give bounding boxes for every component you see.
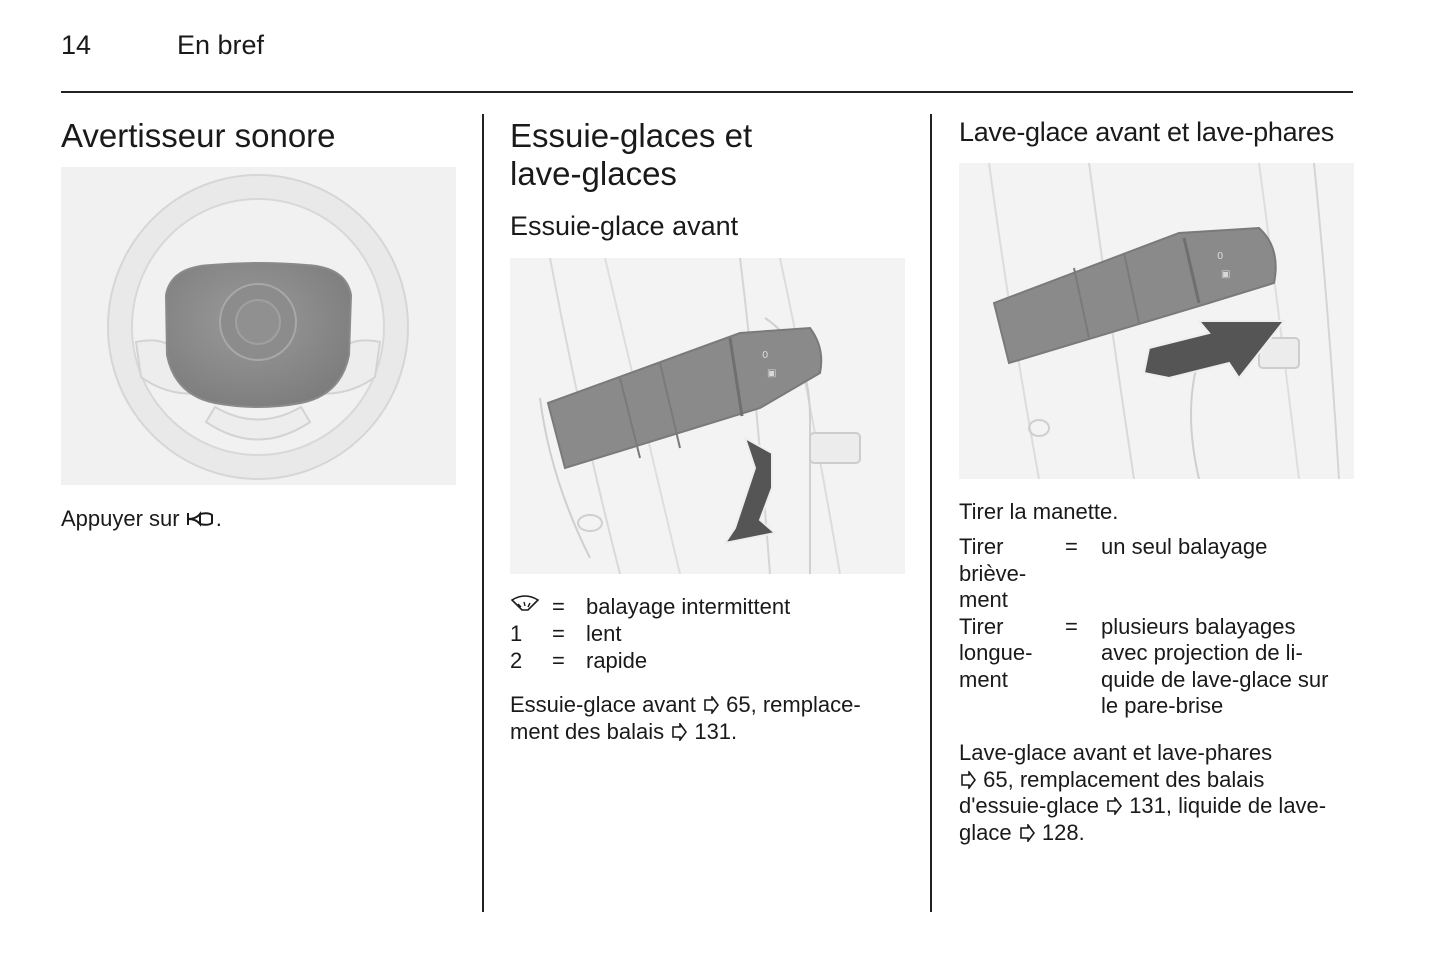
wiper-stalk-illustration xyxy=(510,258,905,574)
washer-heading: Lave-glace avant et lave-phares xyxy=(959,117,1334,147)
legend-row: 2 = rapide xyxy=(510,648,648,673)
page-reference[interactable]: 131 xyxy=(1129,793,1166,818)
legend-row: = balayage intermittent xyxy=(510,593,790,620)
svg-text:0: 0 xyxy=(762,350,769,361)
definition-row: Tirer brièvе- ment = un seul balayage xyxy=(959,534,1268,612)
wiper-stalk-down-icon xyxy=(510,258,905,574)
wiper-legend xyxy=(510,593,790,674)
washer-stalk-illustration xyxy=(959,163,1354,479)
column-divider-2 xyxy=(930,114,932,912)
intermittent-wiper-icon xyxy=(510,594,540,614)
legend-row: 1 = lent xyxy=(510,621,622,646)
horn-icon xyxy=(186,510,216,528)
page-reference-arrow-icon xyxy=(1018,824,1036,842)
page-reference-arrow-icon xyxy=(670,723,688,741)
pull-instruction: Tirer la manette. xyxy=(959,499,1119,524)
page-reference[interactable]: 128 xyxy=(1041,819,1079,845)
horn-caption: Appuyer sur . xyxy=(61,506,222,531)
definition-row: Tirer longue- ment = plusieurs balayages avec projection de li- quide de lave-glace sur le pare-brise xyxy=(959,613,1329,718)
steering-wheel-illustration xyxy=(61,167,456,485)
front-wiper-reference: Essuie-glace avant 65, remplace- ment des balais 131. xyxy=(510,692,861,744)
page-number: 14 xyxy=(61,30,92,60)
front-wiper-subheading: Essuie-glace avant xyxy=(510,211,739,241)
washer-definitions xyxy=(959,534,1361,720)
steering-wheel-icon xyxy=(61,167,456,485)
wiper-stalk-pull-icon xyxy=(959,163,1354,479)
page-reference[interactable]: 65 xyxy=(726,692,751,717)
column-divider-1 xyxy=(482,114,484,912)
svg-text:0: 0 xyxy=(1217,251,1224,262)
horn-heading: Avertisseur sonore xyxy=(61,117,336,154)
header-rule xyxy=(61,91,1353,93)
wipers-heading: Essuie-glaces et lave-glaces xyxy=(510,117,753,192)
page-reference-arrow-icon xyxy=(702,696,720,714)
svg-text:▣: ▣ xyxy=(1221,269,1231,280)
page-reference[interactable]: 131 xyxy=(694,718,732,744)
section-title: En bref xyxy=(177,30,265,60)
washer-reference: Lave-glace avant et lave-phares 65, remplacement des balais d'essuie-glace 131, liquide de lave- glace 128. xyxy=(959,740,1327,845)
page-reference-arrow-icon xyxy=(959,771,977,789)
page-reference-arrow-icon xyxy=(1105,797,1123,815)
svg-text:▣: ▣ xyxy=(767,368,777,379)
page-reference[interactable]: 65 xyxy=(983,766,1008,792)
